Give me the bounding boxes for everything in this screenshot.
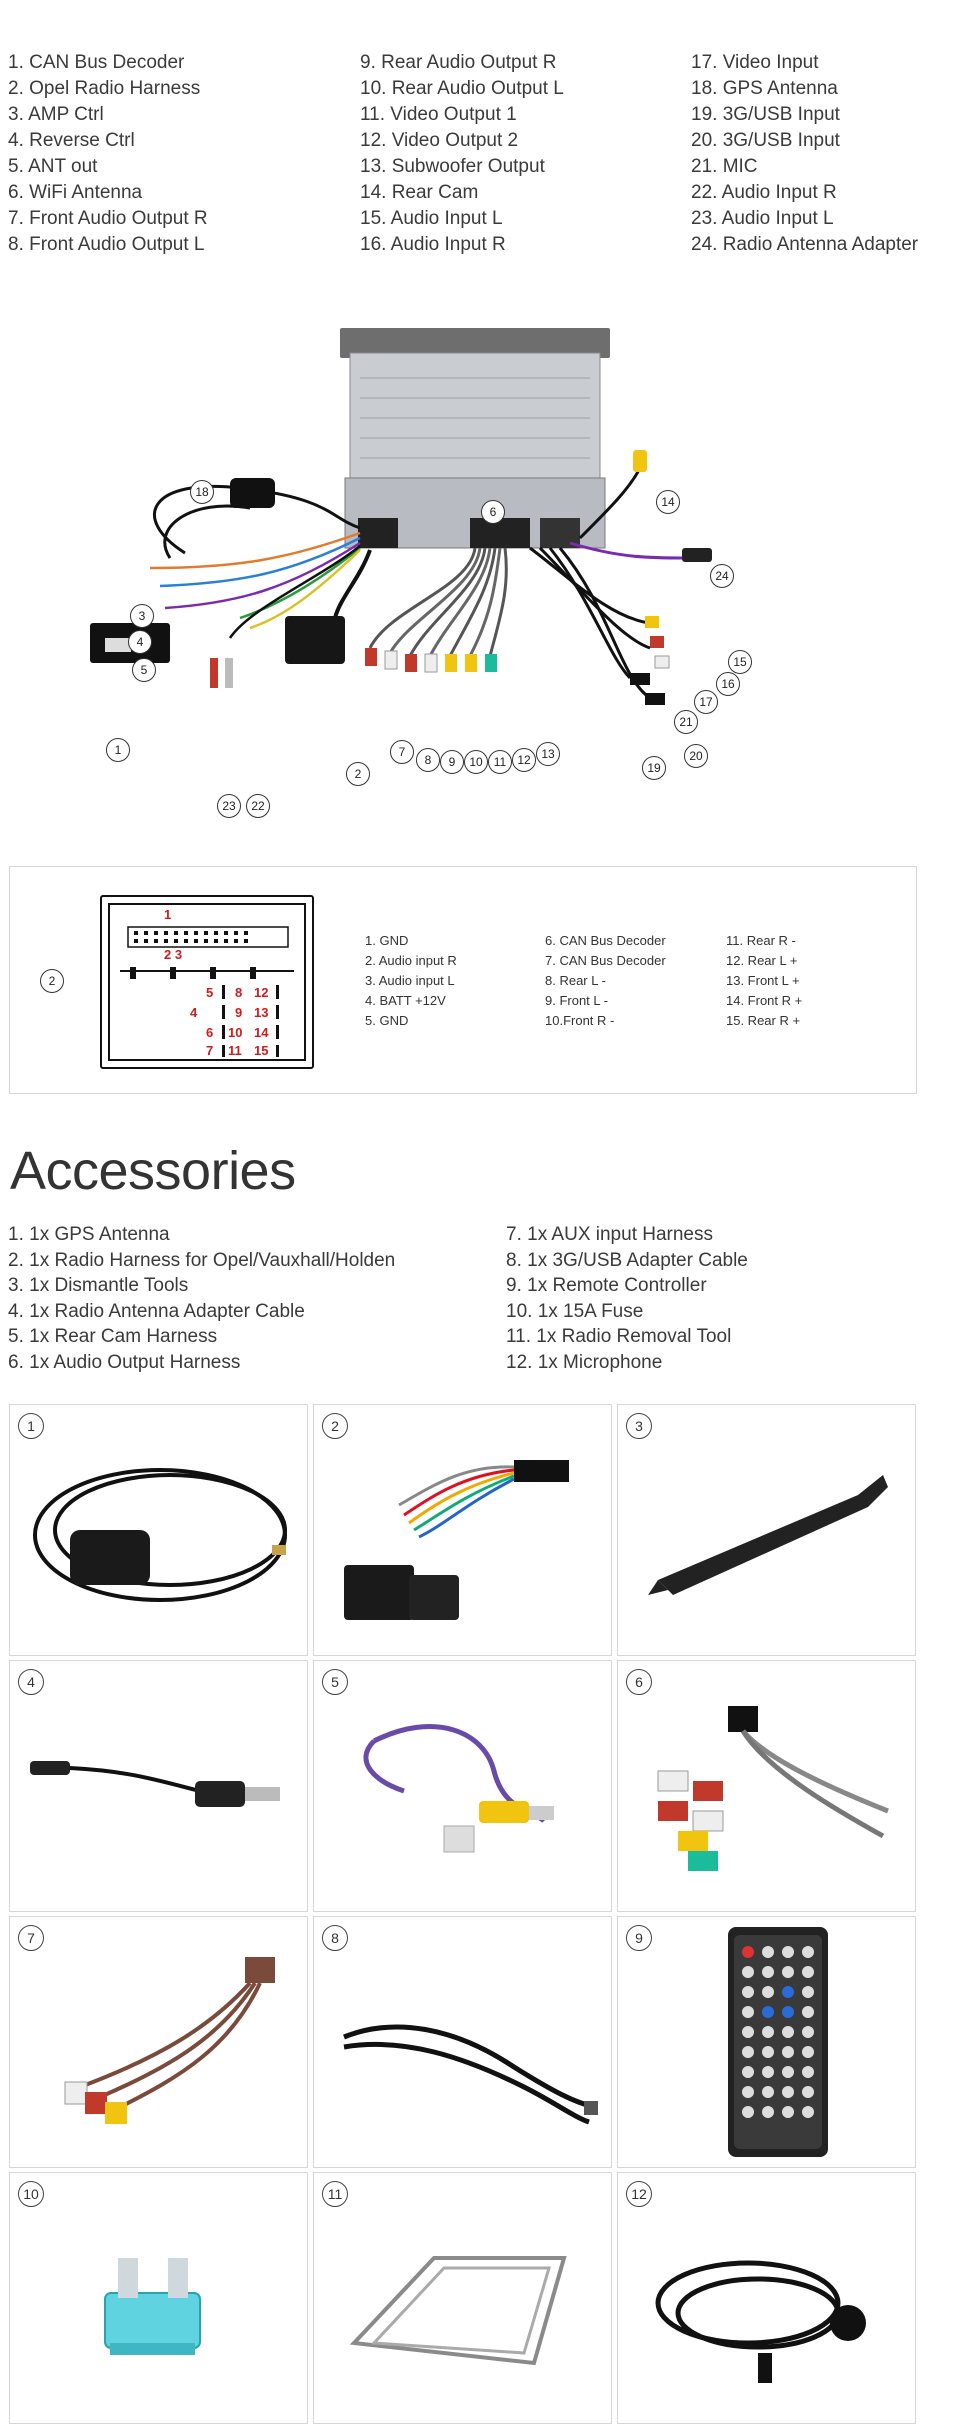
list-item: 7. 1x AUX input Harness	[506, 1224, 713, 1245]
photo-number: 12	[626, 2181, 652, 2207]
list-item: 10.Front R -	[545, 1013, 615, 1028]
photo-number: 3	[626, 1413, 652, 1439]
list-item: 12. Video Output 2	[360, 130, 519, 151]
rear-cam-harness-icon	[314, 1661, 611, 1911]
radio-removal-tool-icon	[314, 2173, 611, 2423]
callout-16: 16	[716, 672, 740, 696]
list-item: 22. Audio Input R	[691, 182, 837, 203]
pin-label-5: 5	[206, 985, 214, 1000]
list-item: 1. CAN Bus Decoder	[8, 52, 185, 73]
list-item: 2. Opel Radio Harness	[8, 78, 201, 99]
photo-number: 5	[322, 1669, 348, 1695]
callout-20: 20	[684, 744, 708, 768]
gps-antenna-icon	[10, 1405, 307, 1655]
list-item: 5. 1x Rear Cam Harness	[8, 1326, 218, 1347]
pin-label-1: 1	[164, 907, 172, 922]
accessories-col-2	[506, 1222, 748, 1375]
pin-label-13: 13	[254, 1005, 269, 1020]
list-item: 23. Audio Input L	[691, 208, 834, 229]
list-item: 20. 3G/USB Input	[691, 130, 840, 151]
callout-7: 7	[390, 740, 414, 764]
remote-controller-icon	[618, 1917, 915, 2167]
pinout-col-3	[726, 931, 802, 1031]
list-item: 6. WiFi Antenna	[8, 182, 143, 203]
list-item: 21. MIC	[691, 156, 758, 177]
photo-number: 1	[18, 1413, 44, 1439]
photo-cell	[9, 1916, 308, 2168]
pin-label-15: 15	[254, 1043, 269, 1058]
list-item: 8. Front Audio Output L	[8, 234, 205, 255]
list-item: 11. Rear R -	[726, 933, 796, 948]
pinout-callout: 2	[40, 969, 64, 993]
photo-number: 6	[626, 1669, 652, 1695]
photo-number: 11	[322, 2181, 348, 2207]
list-item: 9. 1x Remote Controller	[506, 1275, 707, 1296]
photo-cell	[313, 2172, 612, 2424]
callout-6: 6	[481, 500, 505, 524]
callout-10: 10	[464, 750, 488, 774]
pinout-col-1	[365, 931, 457, 1031]
callout-18: 18	[190, 480, 214, 504]
antenna-adapter-icon	[10, 1661, 307, 1911]
list-item: 11. 1x Radio Removal Tool	[506, 1326, 732, 1347]
pin-label-2-3: 2 3	[164, 947, 183, 962]
list-item: 7. Front Audio Output R	[8, 208, 208, 229]
pin-label-9: 9	[235, 1005, 243, 1020]
usb-adapter-cable-icon	[314, 1917, 611, 2167]
callout-15: 15	[728, 650, 752, 674]
list-item: 24. Radio Antenna Adapter	[691, 234, 919, 255]
photo-cell	[617, 1916, 916, 2168]
pinout-panel	[9, 866, 917, 1094]
photo-number: 8	[322, 1925, 348, 1951]
list-item: 16. Audio Input R	[360, 234, 506, 255]
list-item: 12. 1x Microphone	[506, 1351, 663, 1373]
list-item: 4. 1x Radio Antenna Adapter Cable	[8, 1300, 305, 1322]
list-item: 17. Video Input	[691, 52, 819, 73]
list-item: 13. Front L +	[726, 973, 800, 988]
photo-cell	[617, 1660, 916, 1912]
list-item: 12. Rear L +	[726, 953, 798, 968]
callout-13: 13	[536, 742, 560, 766]
connection-col-1	[8, 50, 208, 258]
list-item: 15. Rear R +	[726, 1013, 801, 1028]
photo-cell	[313, 1916, 612, 2168]
list-item: 3. Audio input L	[365, 973, 455, 988]
list-item: 15. Audio Input L	[360, 208, 503, 229]
list-item: 10. 1x 15A Fuse	[506, 1300, 644, 1322]
list-item: 4. BATT +12V	[365, 993, 446, 1008]
callout-14: 14	[656, 490, 680, 514]
pin-label-6: 6	[206, 1025, 214, 1040]
callout-4: 4	[128, 630, 152, 654]
photo-number: 2	[322, 1413, 348, 1439]
list-item: 4. Reverse Ctrl	[8, 130, 135, 151]
photo-cell	[617, 2172, 916, 2424]
list-item: 9. Front L -	[545, 993, 609, 1008]
list-item: 7. CAN Bus Decoder	[545, 953, 666, 968]
list-item: 10. Rear Audio Output L	[360, 78, 564, 99]
head-unit-illustration	[90, 318, 770, 788]
photo-number: 10	[18, 2181, 44, 2207]
pin-label-12: 12	[254, 985, 269, 1000]
pin-label-14: 14	[254, 1025, 269, 1040]
callout-2: 2	[346, 762, 370, 786]
callout-24: 24	[710, 564, 734, 588]
photo-number: 4	[18, 1669, 44, 1695]
wiring-diagram	[90, 318, 770, 813]
connection-col-2	[360, 50, 564, 258]
callout-21: 21	[674, 710, 698, 734]
connection-list	[8, 50, 958, 260]
connection-col-3	[691, 50, 918, 258]
callout-9: 9	[440, 750, 464, 774]
accessories-title: Accessories	[10, 1141, 296, 1201]
list-item: 1. GND	[365, 933, 409, 948]
list-item: 5. GND	[365, 1013, 409, 1028]
callout-12: 12	[512, 748, 536, 772]
callout-17: 17	[694, 690, 718, 714]
list-item: 14. Front R +	[726, 993, 803, 1008]
list-item: 13. Subwoofer Output	[360, 156, 545, 177]
pinout-col-2	[545, 931, 666, 1031]
photo-cell	[9, 1660, 308, 1912]
callout-11: 11	[488, 750, 512, 774]
photo-cell	[617, 1404, 916, 1656]
list-item: 1. 1x GPS Antenna	[8, 1224, 170, 1245]
callout-8: 8	[416, 748, 440, 772]
list-item: 18. GPS Antenna	[691, 78, 838, 99]
callout-22: 22	[246, 794, 270, 818]
pin-label-7: 7	[206, 1043, 214, 1058]
microphone-icon	[618, 2173, 915, 2423]
accessories-col-1	[8, 1222, 395, 1375]
list-item: 6. 1x Audio Output Harness	[8, 1351, 241, 1373]
list-item: 8. 1x 3G/USB Adapter Cable	[506, 1249, 748, 1271]
photo-cell	[9, 1404, 308, 1656]
callout-5: 5	[132, 658, 156, 682]
callout-23: 23	[217, 794, 241, 818]
list-item: 2. Audio input R	[365, 953, 457, 968]
list-item: 3. 1x Dismantle Tools	[8, 1275, 189, 1296]
photo-cell	[313, 1404, 612, 1656]
list-item: 19. 3G/USB Input	[691, 104, 840, 125]
list-item: 6. CAN Bus Decoder	[545, 933, 666, 948]
list-item: 14. Rear Cam	[360, 182, 479, 203]
list-item: 2. 1x Radio Harness for Opel/Vauxhall/Holden	[8, 1249, 396, 1271]
pin-label-4: 4	[190, 1005, 198, 1020]
aux-input-harness-icon	[10, 1917, 307, 2167]
list-item: 8. Rear L -	[545, 973, 606, 988]
list-item: 11. Video Output 1	[360, 104, 517, 125]
photo-cell	[313, 1660, 612, 1912]
pin-label-11: 11	[228, 1043, 242, 1058]
list-item: 3. AMP Ctrl	[8, 104, 104, 125]
pin-label-8: 8	[235, 985, 243, 1000]
photo-number: 7	[18, 1925, 44, 1951]
photo-number: 9	[626, 1925, 652, 1951]
iso-connector-diagram	[100, 895, 314, 1069]
dismantle-tool-icon	[618, 1405, 915, 1655]
photo-cell	[9, 2172, 308, 2424]
audio-output-harness-icon	[618, 1661, 915, 1911]
callout-19: 19	[642, 756, 666, 780]
list-item: 9. Rear Audio Output R	[360, 52, 557, 73]
list-item: 5. ANT out	[8, 156, 98, 177]
callout-1: 1	[106, 738, 130, 762]
callout-3: 3	[130, 604, 154, 628]
fuse-icon	[10, 2173, 307, 2423]
radio-harness-icon	[314, 1405, 611, 1655]
pin-label-10: 10	[228, 1025, 243, 1040]
